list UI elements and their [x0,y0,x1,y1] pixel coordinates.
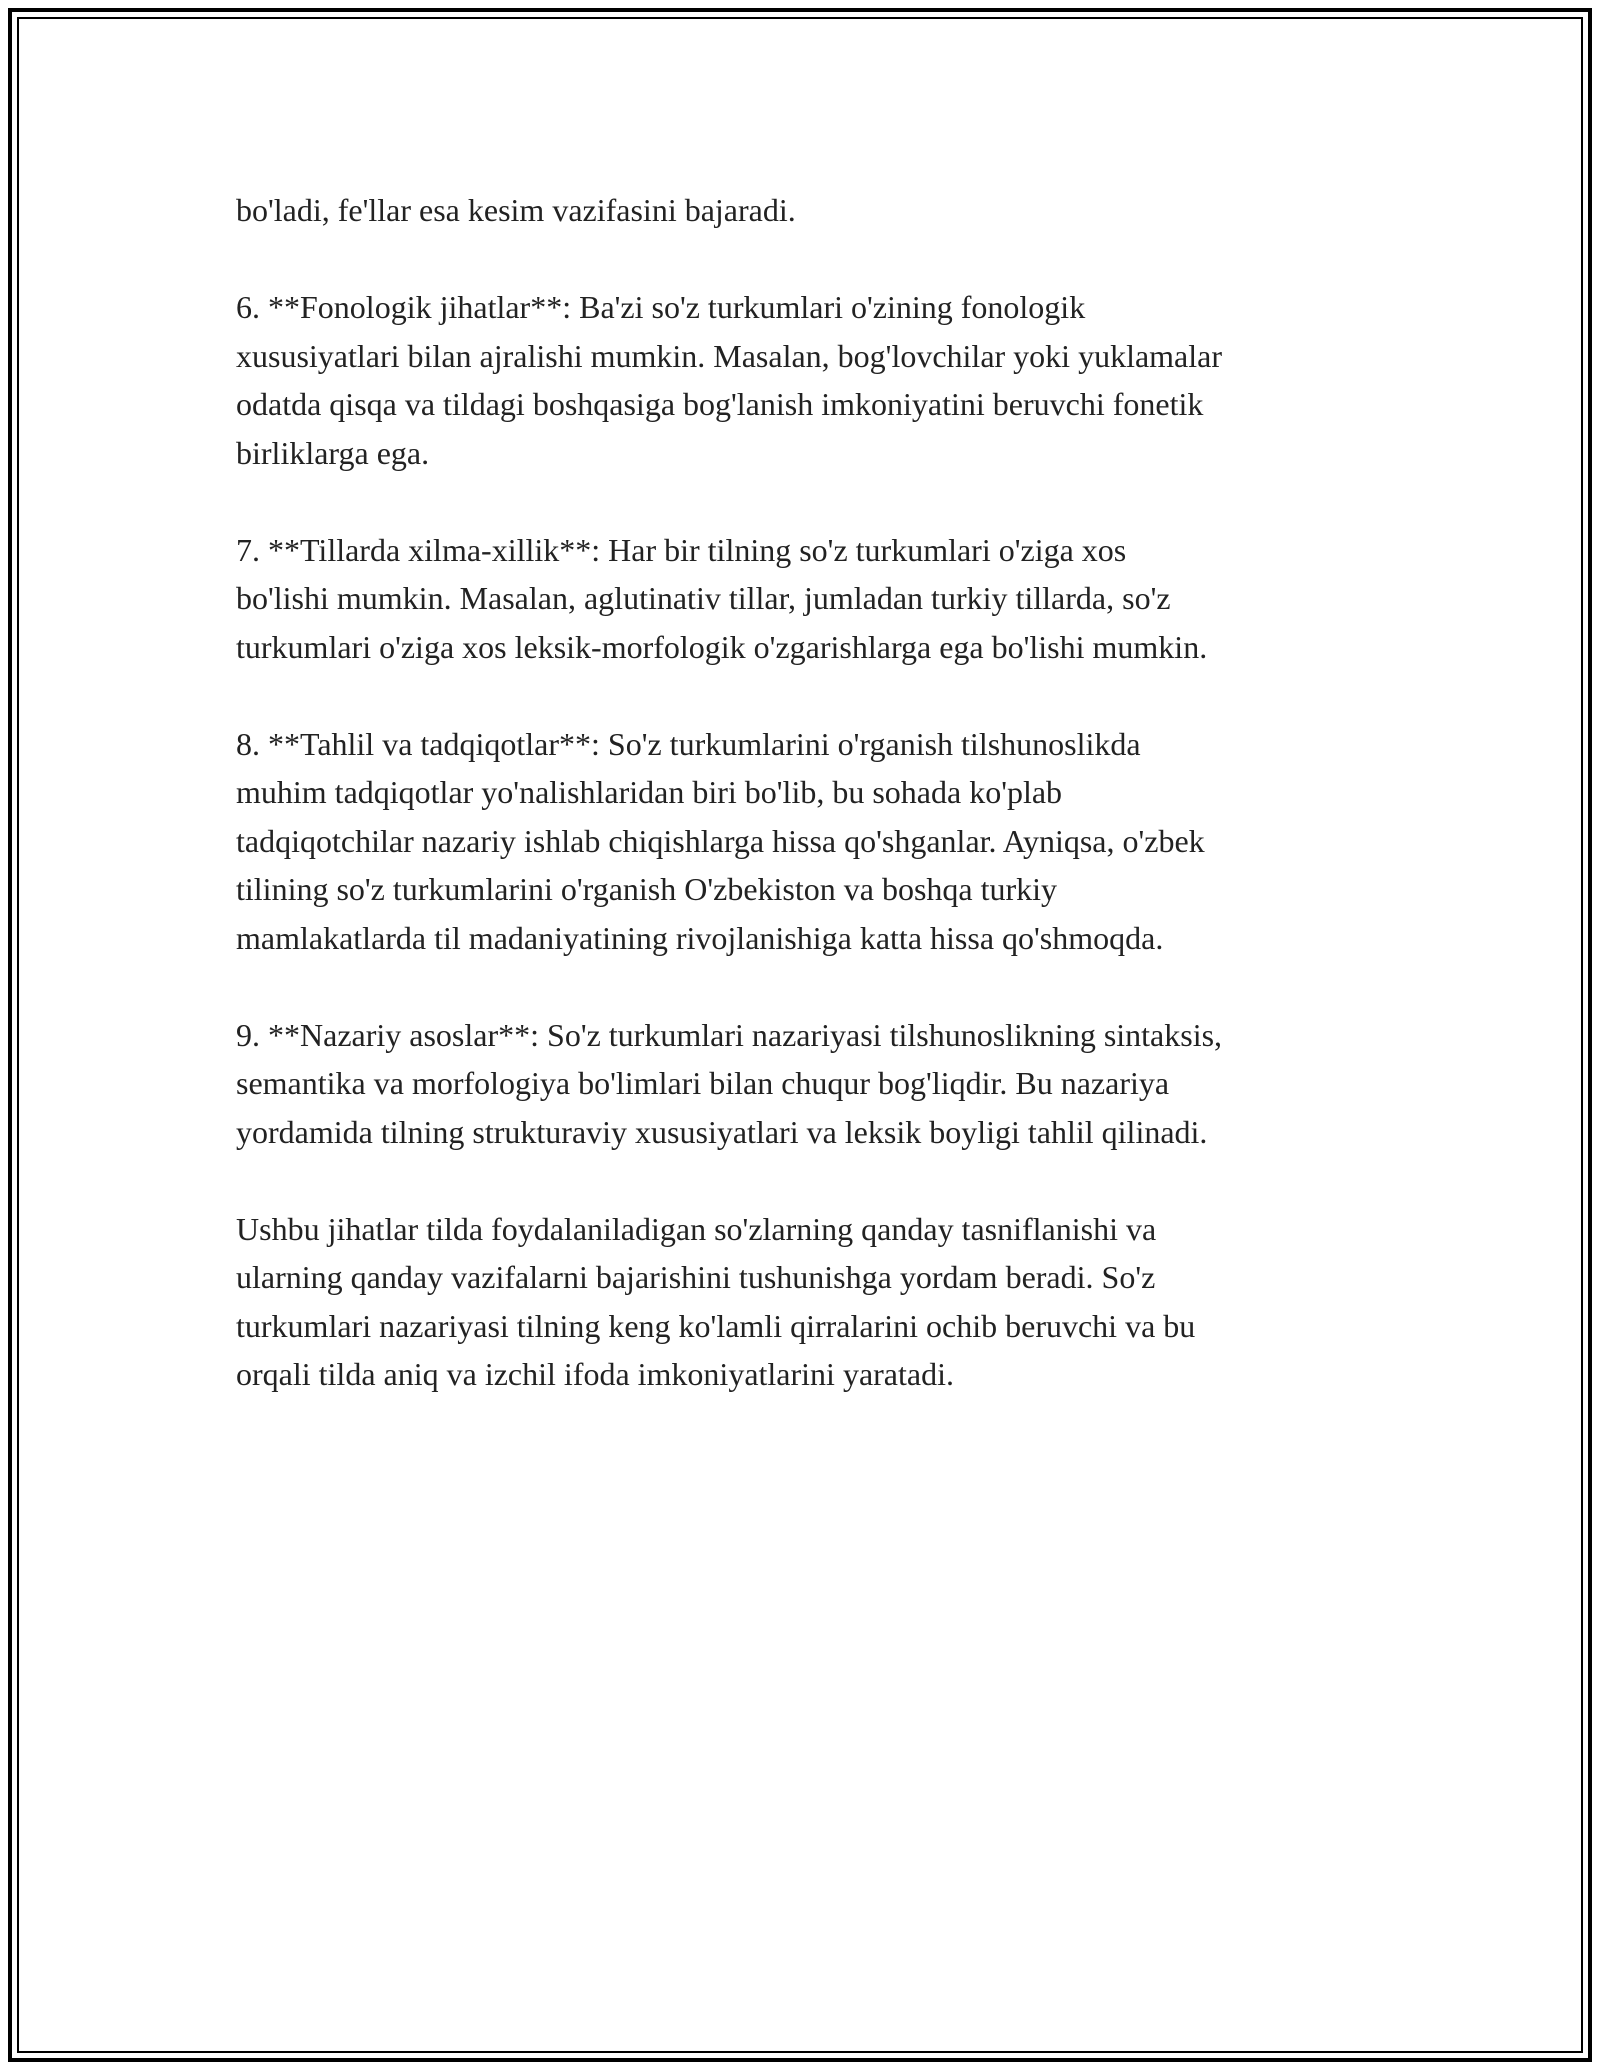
document-body [236,186,1376,1447]
paragraph-conclusion: Ushbu jihatlar tilda foydalaniladigan so'zlarning qanday tasniflanishi va ularning qanday vazifalarni bajarishini tushunishga yordam beradi. So'z turkumlari nazariyasi tilning keng ko'lamli qirralarini ochib beruvchi va bu orqali tilda aniq va izchil ifoda imkoniyatlarini yaratadi. [236,1210,1196,1392]
paragraph-item-6: 6. **Fonologik jihatlar**: Ba'zi so'z turkumlari o'zining fonologik xususiyatlari bilan ajralishi mumkin. Masalan, bog'lovchilar yoki yuklamalar odatda qisqa va tildagi boshqasiga bog'lanish imkoniyatini beruvchi fonetik birliklarga ega. [236,289,1222,471]
paragraph-item-7: 7. **Tillarda xilma-xillik**: Har bir tilning so'z turkumlari o'ziga xos bo'lishi mumkin. Masalan, aglutinativ tillar, jumladan turkiy tillarda, so'z turkumlari o'ziga xos leksik-morfologik o'zgarishlarga ega bo'lishi mumkin. [236,531,1208,665]
paragraph-item-8: 8. **Tahlil va tadqiqotlar**: So'z turkumlarini o'rganish tilshunoslikda muhim tadqiqotlar yo'nalishlaridan biri bo'lib, bu sohada ko'plab tadqiqotchilar nazariy ishlab chiqishlarga hissa qo'shganlar. Ayniqsa, o'zbek tilining so'z turkumlarini o'rganish O'zbekiston va boshqa turkiy mamlakatlarda til madaniyatining rivojlanishiga katta hissa qo'shmoqda. [236,725,1205,956]
paragraph-continuation: bo'ladi, fe'llar esa kesim vazifasini bajaradi. [236,192,796,228]
paragraph-item-9: 9. **Nazariy asoslar**: So'z turkumlari nazariyasi tilshunoslikning sintaksis, semantika va morfologiya bo'limlari bilan chuqur bog'liqdir. Bu nazariya yordamida tilning strukturaviy xususiyatlari va leksik boyligi tahlil qilinadi. [236,1016,1223,1150]
